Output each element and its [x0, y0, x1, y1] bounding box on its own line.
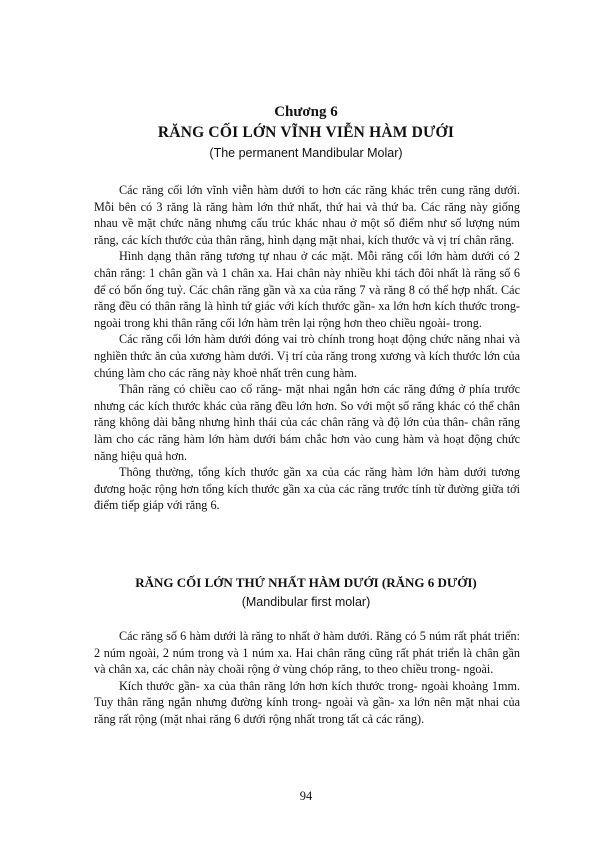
paragraph: Các răng số 6 hàm dưới là răng to nhất ở hàm dưới. Răng có 5 núm rất phát triển: 2 núm ngoài, 2 núm trong và 1 núm xa. Hai chân răng cũng rất phát triển là chân gần và chân xa, các chân này choãi rộng ở vùng chóp răng, to theo chiều trong- ngoài. [94, 629, 520, 677]
section-subtitle: (Mandibular first molar) [241, 595, 371, 609]
page-number: 94 [299, 789, 313, 803]
chapter-title: RĂNG CỐI LỚN VĨNH VIỄN HÀM DƯỚI [157, 124, 455, 141]
paragraph: Hình dạng thân răng tương tự nhau ở các mặt. Mỗi răng cối lớn hàm dưới có 2 chân răng: 1 chân gần và 1 chân xa. Hai chân này nhiều khi tách đôi nhất là răng số 6 để có bốn ống tuỷ. Các chân răng gần và xa của răng 7 và răng 8 có thể hợp nhất. Các răng đều có thân răng là hình tứ giác với kích thước gần- xa lớn hơn kích thước trong- ngoài trong khi thân răng cối lớn hàm trên lại rộng hơn theo chiều ngoài- trong. [94, 249, 520, 330]
paragraph: Kích thước gần- xa của thân răng lớn hơn kích thước trong- ngoài khoảng 1mm. Tuy thân răng ngắn nhưng đường kính trong- ngoài và gần- xa lớn nên mặt nhai của răng rất rộng (mặt nhai răng 6 dưới rộng nhất trong tất cả các răng). [94, 678, 520, 726]
section-title: RĂNG CỐI LỚN THỨ NHẤT HÀM DƯỚI (RĂNG 6 DƯỚI) [135, 575, 477, 590]
section-text [94, 628, 520, 728]
paragraph: Thông thường, tổng kích thước gần xa của các răng hàm lớn hàm dưới tương đương hoặc rộng hơn tổng kích thước gần xa của các răng trước tính từ đường giữa tới điểm tiếp giáp với răng 6. [94, 465, 520, 513]
paragraph: Các răng cối lớn vĩnh viễn hàm dưới to hơn các răng khác trên cung răng dưới. Mỗi bên có 3 răng là răng hàm lớn thứ nhất, thứ hai và thứ ba. Các răng này giống nhau về mặt chức năng nhưng cấu trúc khác nhau ở một số điểm như số lượng núm răng, các kích thước của thân răng, hình dạng mặt nhai, kích thước và vị trí chân răng. [94, 183, 520, 247]
chapter-label: Chương 6 [274, 104, 338, 120]
chapter-subtitle: (The permanent Mandibular Molar) [209, 146, 403, 160]
paragraph: Các răng cối lớn hàm dưới đóng vai trò chính trong hoạt động chức năng nhai và nghiền thức ăn của xương hàm dưới. Vị trí của răng trong xương và kích thước lớn của chúng làm cho các răng này khoẻ nhất trên cung hàm. [94, 332, 520, 380]
paragraph: Thân răng có chiều cao cổ răng- mặt nhai ngắn hơn các răng đứng ở phía trước nhưng các kích thước khác của răng đều lớn hơn. So với một số răng khác có thể chân răng không dài bằng nhưng hình thái của các chân răng và độ lớn của thân- chân răng làm cho các răng hàm lớn hàm dưới bám chắc hơn vào cung hàm và hoạt động chức năng hiệu quả hơn. [94, 382, 520, 463]
intro-text [94, 182, 520, 514]
